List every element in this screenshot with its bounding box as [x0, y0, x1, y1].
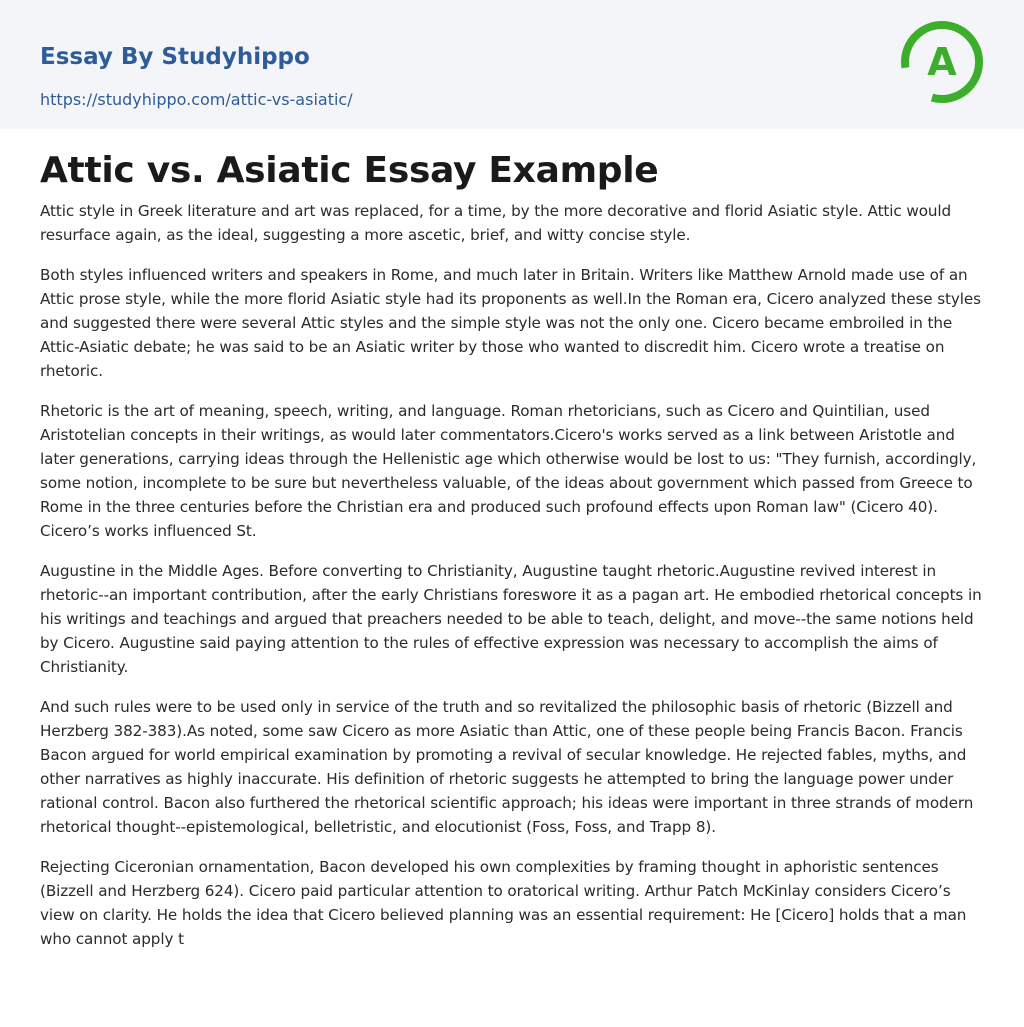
article-title: Attic vs. Asiatic Essay Example	[40, 150, 659, 191]
logo-letter: A	[927, 40, 957, 84]
site-name[interactable]: Essay By Studyhippo	[40, 44, 310, 70]
article-paragraph: Rhetoric is the art of meaning, speech, writing, and language. Roman rhetoricians, such as Cicero and Quintilian, used Aristotelian concepts in their writings, as would later commentators.Cicero's works served as a link between Aristotle and later generations, carrying ideas through the Hellenistic age which otherwise would be lost to us: "They furnish, accordingly, some notion, incomplete to be sure but nevertheless valuable, of the ideas about government which passed from Greece to Rome in the three centuries before the Christian era and produced such profound effects upon Roman law" (Cicero 40). Cicero’s works influenced St.	[40, 402, 977, 540]
article-paragraph: Attic style in Greek literature and art was replaced, for a time, by the more decorative and florid Asiatic style. Attic would resurface again, as the ideal, suggesting a more ascetic, brief, and witty concise style.	[40, 202, 952, 244]
studyhippo-logo-icon[interactable]	[900, 20, 984, 104]
article-content	[0, 129, 1024, 951]
article-url-link[interactable]: https://studyhippo.com/attic-vs-asiatic/	[40, 90, 353, 109]
logo-graphic	[900, 20, 984, 104]
article-paragraph: And such rules were to be used only in service of the truth and so revitalized the philosophic basis of rhetoric (Bizzell and Herzberg 382-383).As noted, some saw Cicero as more Asiatic than Attic, one of these people being Francis Bacon. Francis Bacon argued for world empirical examination by promoting a revival of secular knowledge. He rejected fables, myths, and other narratives as highly inaccurate. His definition of rhetoric suggests he attempted to bring the language power under rational control. Bacon also furthered the rhetorical scientific approach; his ideas were important in three strands of modern rhetorical thought--epistemological, belletristic, and elocutionist (Foss, Foss, and Trapp 8).	[40, 698, 974, 836]
site-header	[0, 0, 1024, 129]
article-paragraph: Both styles influenced writers and speakers in Rome, and much later in Britain. Writers like Matthew Arnold made use of an Attic prose style, while the more florid Asiatic style had its proponents as well.In the Roman era, Cicero analyzed these styles and suggested there were several Attic styles and the simple style was not the only one. Cicero became embroiled in the Attic-Asiatic debate; he was said to be an Asiatic writer by those who wanted to discredit him. Cicero wrote a treatise on rhetoric.	[40, 266, 981, 380]
article-paragraph: Rejecting Ciceronian ornamentation, Bacon developed his own complexities by framing thought in aphoristic sentences (Bizzell and Herzberg 624). Cicero paid particular attention to oratorical writing. Arthur Patch McKinlay considers Cicero’s view on clarity. He holds the idea that Cicero believed planning was an essential requirement: He [Cicero] holds that a man who cannot apply t	[40, 858, 967, 948]
article-paragraph: Augustine in the Middle Ages. Before converting to Christianity, Augustine taught rhetoric.Augustine revived interest in rhetoric--an important contribution, after the early Christians foreswore it as a pagan art. He embodied rhetorical concepts in his writings and teachings and argued that preachers needed to be able to teach, delight, and move--the same notions held by Cicero. Augustine said paying attention to the rules of effective expression was necessary to accomplish the aims of Christianity.	[40, 562, 982, 676]
